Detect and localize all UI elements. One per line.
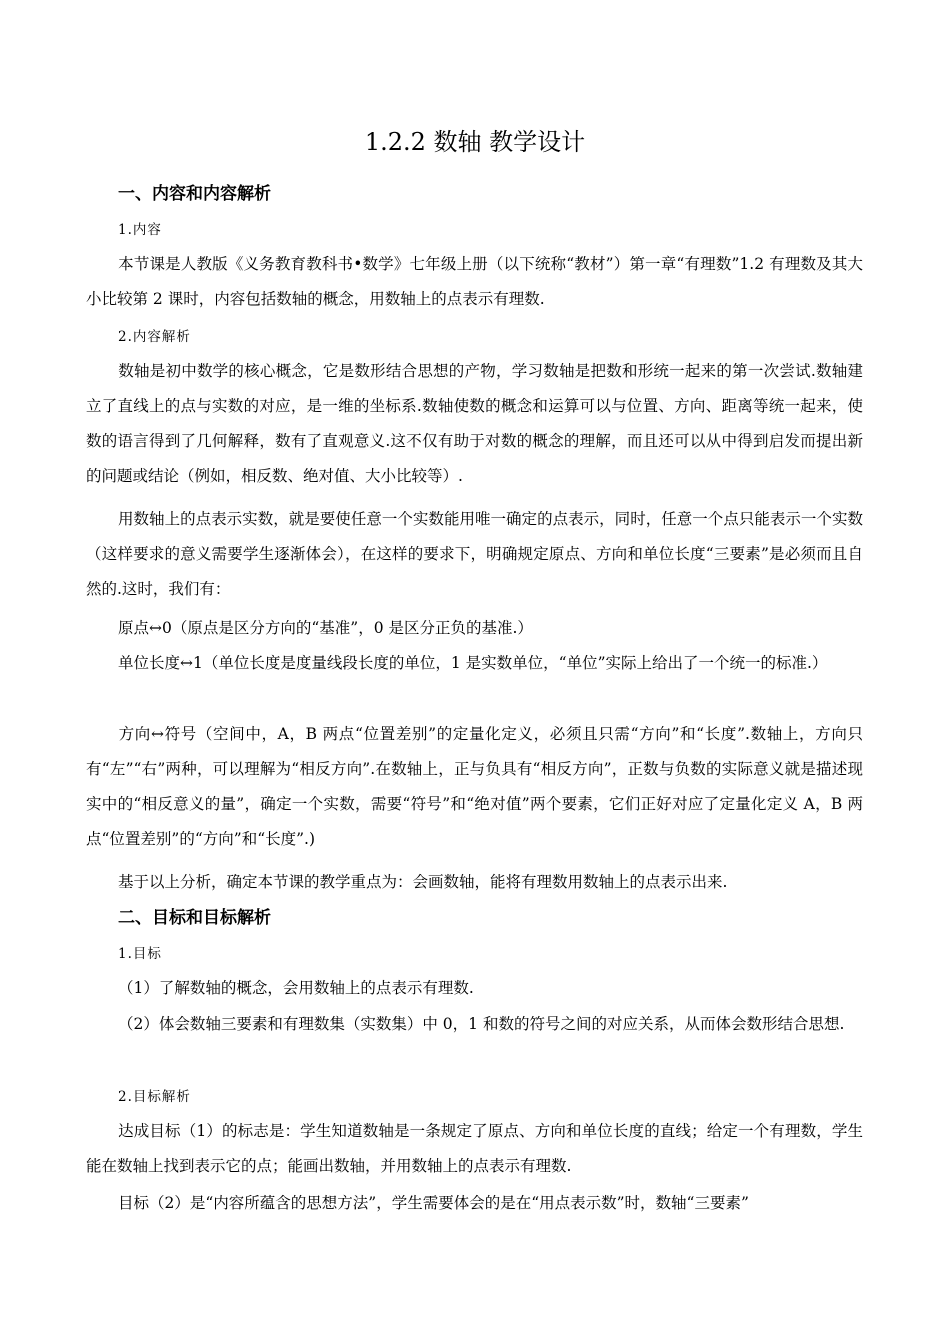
paragraph-key-point: 基于以上分析，确定本节课的教学重点为：会画数轴，能将有理数用数轴上的点表示出来.: [118, 873, 728, 891]
document-title: 1.2.2 数轴 教学设计: [364, 128, 586, 156]
paragraph-content: 本节课是人教版《义务教育教科书•数学》七年级上册（以下统称“教材”）第一章“有理数”1.2 有理数及其大小比较第 2 课时，内容包括数轴的概念，用数轴上的点表示有理数.: [86, 255, 863, 308]
paragraph-goal-analysis-2: 目标（2）是“内容所蕴含的思想方法”，学生需要体会的是在“用点表示数”时，数轴“三要素”: [118, 1194, 749, 1212]
paragraph-origin: 原点↔0（原点是区分方向的“基准”，0 是区分正负的基准.）: [118, 619, 533, 637]
paragraph-analysis-2: 用数轴上的点表示实数，就是要使任意一个实数能用唯一确定的点表示，同时，任意一个点只能表示一个实数（这样要求的意义需要学生逐渐体会），在这样的要求下，明确规定原点、方向和单位长度“三要素”是必须而且自然的.这时，我们有：: [86, 510, 863, 598]
paragraph-direction: 方向↔符号（空间中，A，B 两点“位置差别”的定量化定义，必须且只需“方向”和“长度”.数轴上，方向只有“左”“右”两种，可以理解为“相反方向”.在数轴上，正与负具有“相反方向”，正数与负数的实际意义就是描述现实中的“相反意义的量”，确定一个实数，需要“符号”和“绝对值”两个要素，它们正好对应了定量化定义 A，B 两点“位置差别”的“方向”和“长度”.): [86, 725, 863, 848]
section-heading-goals: 二、目标和目标解析: [118, 908, 271, 928]
subheading-content: 1.内容: [118, 222, 162, 238]
subheading-goal-analysis: 2.目标解析: [118, 1089, 191, 1105]
goal-1: （1）了解数轴的概念，会用数轴上的点表示有理数.: [118, 979, 474, 997]
paragraph-unit-length: 单位长度↔1（单位长度是度量线段长度的单位，1 是实数单位，“单位”实际上给出了一个统一的标准.）: [118, 654, 828, 672]
paragraph-analysis-1: 数轴是初中数学的核心概念，它是数形结合思想的产物，学习数轴是把数和形统一起来的第一次尝试.数轴建立了直线上的点与实数的对应，是一维的坐标系.数轴使数的概念和运算可以与位置、方向、距离等统一起来，使数的语言得到了几何解释，数有了直观意义.这不仅有助于对数的概念的理解，而且还可以从中得到启发而提出新的问题或结论（例如，相反数、绝对值、大小比较等）.: [86, 362, 863, 485]
subheading-goals: 1.目标: [118, 946, 162, 962]
section-heading-content: 一、内容和内容解析: [118, 184, 271, 204]
paragraph-goal-analysis-1: 达成目标（1）的标志是：学生知道数轴是一条规定了原点、方向和单位长度的直线；给定一个有理数，学生能在数轴上找到表示它的点；能画出数轴，并用数轴上的点表示有理数.: [86, 1122, 863, 1175]
goal-2: （2）体会数轴三要素和有理数集（实数集）中 0，1 和数的符号之间的对应关系，从而体会数形结合思想.: [118, 1015, 845, 1033]
subheading-content-analysis: 2.内容解析: [118, 329, 191, 345]
